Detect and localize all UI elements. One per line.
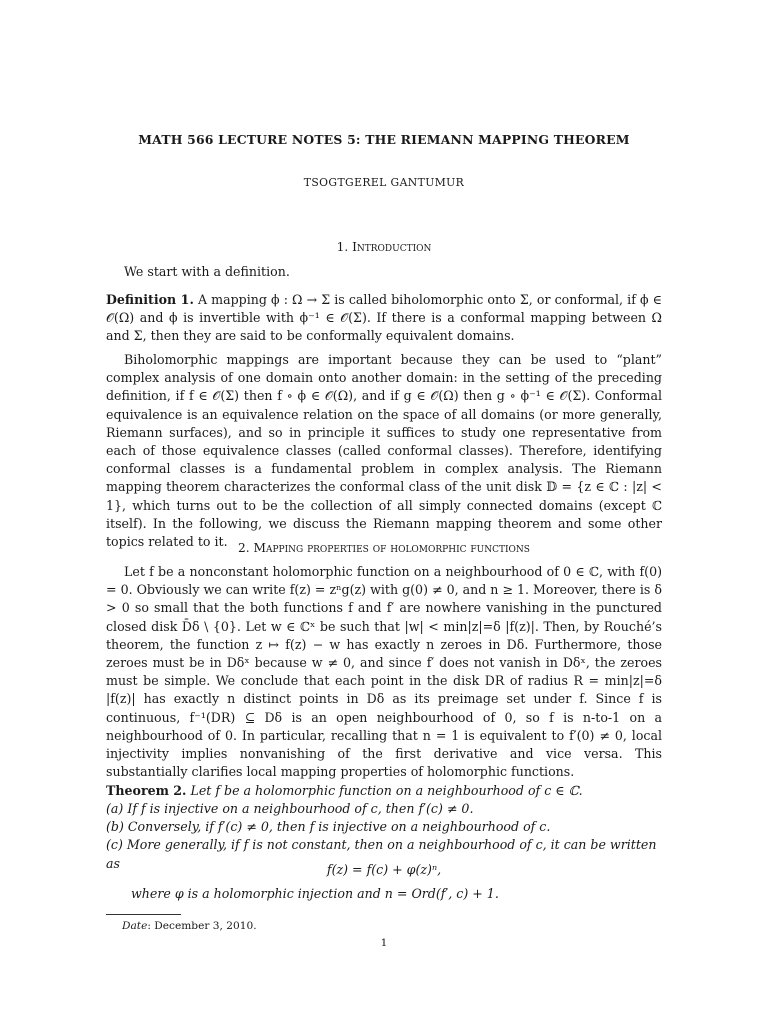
theorem-text: Let f be a holomorphic function on a neighbourhood of c ∈ ℂ. bbox=[190, 783, 583, 798]
page-number: 1 bbox=[380, 937, 388, 949]
definition-text: A mapping ϕ : Ω → Σ is called biholomorphic onto Σ, or conformal, if ϕ ∈ 𝒪(Ω) and ϕ is invertible with ϕ⁻¹ ∈ 𝒪(Σ). If there is a conformal mapping between Ω and Σ, then they are said to be conformally equivalent domains. bbox=[106, 292, 662, 344]
theorem-item-c: (c) More generally, if f is not constant, then on a neighbourhood of c, it can be written as bbox=[106, 837, 657, 871]
date-footnote bbox=[122, 919, 257, 933]
footnote-label: Date bbox=[122, 920, 148, 932]
theorem-formula: f(z) = f(c) + φ(z)ⁿ, bbox=[326, 862, 442, 877]
theorem-where-clause: where φ is a holomorphic injection and n = Ord(f′, c) + 1. bbox=[131, 886, 499, 901]
section2-paragraph: Let f be a nonconstant holomorphic function on a neighbourhood of 0 ∈ ℂ, with f(0) = 0. Obviously we can write f(z) = zⁿg(z) with g(0) ≠ 0, and n ≥ 1. Moreover, there is δ > 0 so small that the both functions f and f′ are nowhere vanishing in the punctured closed disk D̄δ \ {0}. Let w ∈ ℂˣ be such that |w| < min|z|=δ |f(z)|. Then, by Rouché’s theorem, the function z ↦ f(z) − w has exactly n zeroes in Dδ. Furthermore, those zeroes must be in Dδˣ because w ≠ 0, and since f′ does not vanish in Dδˣ, the zeroes must be simple. We conclude that each point in the disk DR of radius R = min|z|=δ |f(z)| has exactly n distinct points in Dδ as its preimage set under f. Since f is continuous, f⁻¹(DR) ⊆ Dδ is an open neighbourhood of 0, so f is n-to-1 on a neighbourhood of 0. In particular, recalling that n = 1 is equivalent to f′(0) ≠ 0, local injectivity implies nonvanishing of the first derivative and vice versa. This substantially clarifies local mapping properties of holomorphic functions. bbox=[106, 564, 662, 780]
intro-paragraph: Biholomorphic mappings are important because they can be used to “plant” complex analysis of one domain onto another domain: in the setting of the preceding definition, if f ∈ 𝒪(Σ) then f ∘ ϕ ∈ 𝒪(Ω), and if g ∈ 𝒪(Ω) then g ∘ ϕ⁻¹ ∈ 𝒪(Σ). Conformal equivalence is an equivalence relation on the space of all domains (or more generally, Riemann surfaces), and so in principle it suffices to study one representative from each of those equivalence classes (called conformal classes). Therefore, identifying conformal classes is a fundamental problem in complex analysis. The Riemann mapping theorem characterizes the conformal class of the unit disk 𝔻 = {z ∈ ℂ : |z| < 1}, which turns out to be the collection of all simply connected domains (except ℂ itself). In the following, we discuss the Riemann mapping theorem and some other topics related to it. bbox=[106, 352, 662, 550]
theorem-item-a: (a) If f is injective on a neighbourhood of c, then f′(c) ≠ 0. bbox=[106, 801, 474, 816]
section-heading-mapping-properties: 2. Mapping properties of holomorphic functions bbox=[238, 541, 530, 555]
theorem-2-statement bbox=[106, 782, 662, 800]
footnote-rule bbox=[106, 914, 181, 915]
author-name: TSOGTGEREL GANTUMUR bbox=[303, 176, 465, 189]
section-heading-introduction: 1. Introduction bbox=[336, 240, 432, 254]
intro-sentence: We start with a definition. bbox=[124, 264, 290, 279]
definition-label: Definition 1. bbox=[106, 292, 194, 307]
paper-title: MATH 566 LECTURE NOTES 5: THE RIEMANN MAPPING THEOREM bbox=[138, 132, 630, 147]
footnote-text: : December 3, 2010. bbox=[147, 920, 257, 932]
theorem-item-b: (b) Conversely, if f′(c) ≠ 0, then f is injective on a neighbourhood of c. bbox=[106, 819, 551, 835]
definition-1 bbox=[106, 291, 662, 346]
theorem-label: Theorem 2. bbox=[106, 783, 187, 798]
